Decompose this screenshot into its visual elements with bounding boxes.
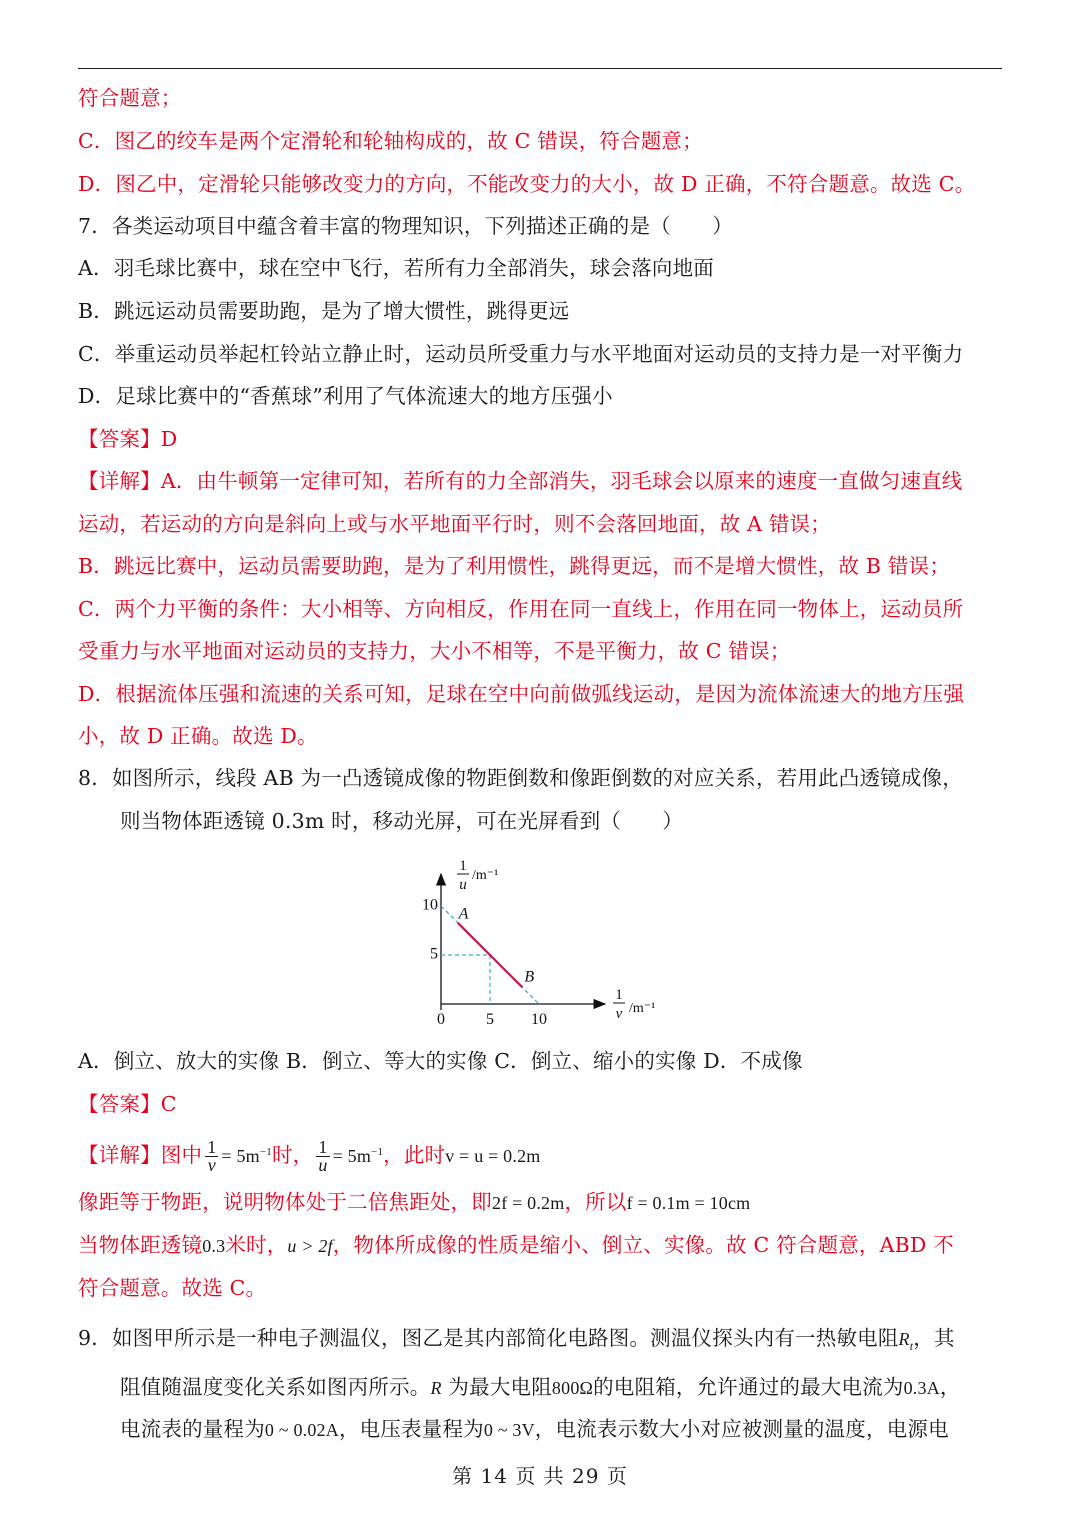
- point-b-label: B: [524, 968, 535, 986]
- question-9-cont: [120, 1373, 1010, 1402]
- fraction-1-over-u: [316, 1139, 329, 1174]
- y-axis-label-unit: /m⁻¹: [472, 868, 499, 883]
- text-line: 小，故 D 正确。故选 D。: [78, 724, 318, 748]
- text-line: 符合题意。故选 C。: [78, 1276, 267, 1300]
- q8-options: A．倒立、放大的实像 B．倒立、等大的实像 C．倒立、缩小的实像 D．不成像: [78, 1049, 803, 1073]
- text-span: 9．如图甲所示是一种电子测温仪，图乙是其内部简化电路图。测温仪探头内有一热敏电阻: [78, 1326, 899, 1350]
- math-eq: [221, 1146, 272, 1166]
- x-axis-label-unit: /m⁻¹: [629, 1001, 656, 1016]
- math-sym: R: [898, 1329, 910, 1349]
- detail-tag: 【详解】: [78, 1143, 161, 1167]
- text-line: [78, 1231, 1008, 1260]
- text-line: D．图乙中，定滑轮只能够改变力的方向，不能改变力的大小，故 D 正确，不符合题意。故选 C。: [78, 172, 976, 196]
- y-tick-label: 10: [422, 896, 438, 914]
- text-span: ，物体所成像的性质是缩小、倒立、实像。故 C 符合题意，ABD 不: [332, 1233, 954, 1257]
- frac-num: 1: [318, 1137, 328, 1157]
- detail-tag: 【详解】: [78, 469, 161, 493]
- text-span: ，电流表示数大小对应被测量的温度，电源电: [534, 1417, 949, 1441]
- question-9-cont: [120, 1415, 1010, 1444]
- eq-text: = 5m: [221, 1146, 260, 1166]
- question-8-stem: 8．如图所示，线段 AB 为一凸透镜成像的物距倒数和像距倒数的对应关系，若用此凸透镜成像，: [78, 766, 963, 790]
- eq-sup: −1: [371, 1146, 384, 1158]
- text-span: 当物体距透镜: [78, 1233, 203, 1257]
- page-footer: 第 14 页 共 29 页: [452, 1464, 628, 1488]
- q7-answer: 【答案】D: [78, 427, 178, 451]
- text-span: 米时，: [225, 1233, 288, 1257]
- x-axis-label-num: 1: [615, 987, 623, 1003]
- math-eq: 0 ~ 0.02A: [264, 1420, 339, 1440]
- math-eq: 0.3A: [903, 1378, 940, 1398]
- y-tick-label: 5: [430, 945, 438, 963]
- text-line: 运动，若运动的方向是斜向上或与水平地面平行时，则不会落回地面，故 A 错误；: [78, 512, 831, 536]
- question-8-stem-cont: 则当物体距透镜 0.3m 时，移动光屏，可在光屏看到（ ）: [120, 809, 684, 833]
- text-span: 电流表的量程为: [120, 1417, 265, 1441]
- text-line: B．跳远比赛中，运动员需要助跑，是为了利用惯性，跳得更远，而不是增大惯性，故 B 错误；: [78, 554, 950, 578]
- q8-explanation: [78, 1132, 1008, 1176]
- text-span: ，其: [913, 1326, 955, 1350]
- text-line: C．两个力平衡的条件：大小相等、方向相反，作用在同一直线上，作用在同一物体上，运动员所: [78, 597, 964, 621]
- eq-sup: −1: [259, 1146, 272, 1158]
- math-eq: 800Ω: [551, 1378, 594, 1398]
- text-line: [78, 1188, 1008, 1217]
- frac-den: v: [207, 1155, 216, 1175]
- frac-num: 1: [207, 1137, 217, 1157]
- lens-graph: [400, 852, 690, 1032]
- text-span: 图中: [160, 1143, 203, 1167]
- frac-den: u: [318, 1155, 328, 1175]
- eq-text: = 5m: [332, 1146, 372, 1166]
- q8-answer: 【答案】C: [78, 1092, 177, 1116]
- q7-option-a: A．羽毛球比赛中，球在空中飞行，若所有力全部消失，球会落向地面: [78, 256, 715, 280]
- text-span: 为最大电阻: [441, 1375, 552, 1399]
- text-span: ，此时: [383, 1143, 446, 1167]
- question-7-stem: 7．各类运动项目中蕴含着丰富的物理知识，下列描述正确的是（ ）: [78, 214, 733, 238]
- x-tick-label: 5: [486, 1011, 494, 1028]
- point-a-label: A: [458, 905, 469, 923]
- question-9-stem: [78, 1324, 1008, 1360]
- text-span: ，所以: [564, 1190, 627, 1214]
- text-span: 的电阻箱，允许通过的最大电流为: [593, 1375, 904, 1399]
- math-eq: 0 ~ 3V: [483, 1420, 535, 1440]
- math-eq: 0.3: [202, 1236, 226, 1256]
- x-tick-label: 0: [437, 1011, 445, 1028]
- math-sub: t: [909, 1339, 914, 1354]
- text-span: ，: [939, 1375, 961, 1399]
- text-line: C．图乙的绞车是两个定滑轮和轮轴构成的，故 C 错误，符合题意；: [78, 129, 703, 153]
- header-rule: [78, 68, 1002, 69]
- q7-option-c: C．举重运动员举起杠铃站立静止时，运动员所受重力与水平地面对运动员的支持力是一对平衡力: [78, 342, 964, 366]
- text-line: 符合题意；: [78, 86, 182, 110]
- q7-option-d: D．足球比赛中的“香蕉球”利用了气体流速大的地方压强小: [78, 384, 613, 408]
- explanation-text: A．由牛顿第一定律可知，若所有的力全部消失，羽毛球会以原来的速度一直做匀速直线: [160, 469, 963, 493]
- q7-explanation: [78, 467, 1008, 495]
- math-eq: v = u = 0.2m: [445, 1146, 541, 1166]
- text-span: ，电压表量程为: [338, 1417, 484, 1441]
- x-tick-label: 10: [531, 1011, 547, 1028]
- y-axis-label-den: u: [459, 877, 467, 893]
- fraction-1-over-v: [205, 1139, 218, 1174]
- math-eq: [333, 1146, 384, 1166]
- q7-option-b: B．跳远运动员需要助跑，是为了增大惯性，跳得更远: [78, 299, 570, 323]
- y-axis-label-num: 1: [459, 858, 467, 874]
- math-eq: 2f = 0.2m: [492, 1193, 565, 1213]
- math-eq: f = 0.1m = 10cm: [626, 1193, 751, 1213]
- x-axis-label-den: v: [615, 1006, 623, 1022]
- text-span: 像距等于物距，说明物体处于二倍焦距处，即: [78, 1190, 492, 1214]
- text-span: 时，: [271, 1143, 314, 1167]
- math-eq: u > 2f: [287, 1236, 333, 1256]
- text-line: 受重力与水平地面对运动员的支持力，大小不相等，不是平衡力，故 C 错误；: [78, 639, 791, 663]
- text-span: 阻值随温度变化关系如图丙所示。: [120, 1375, 431, 1399]
- text-line: D．根据流体压强和流速的关系可知，足球在空中向前做弧线运动，是因为流体流速大的地方压强: [78, 682, 965, 706]
- math-sym: R: [430, 1378, 442, 1398]
